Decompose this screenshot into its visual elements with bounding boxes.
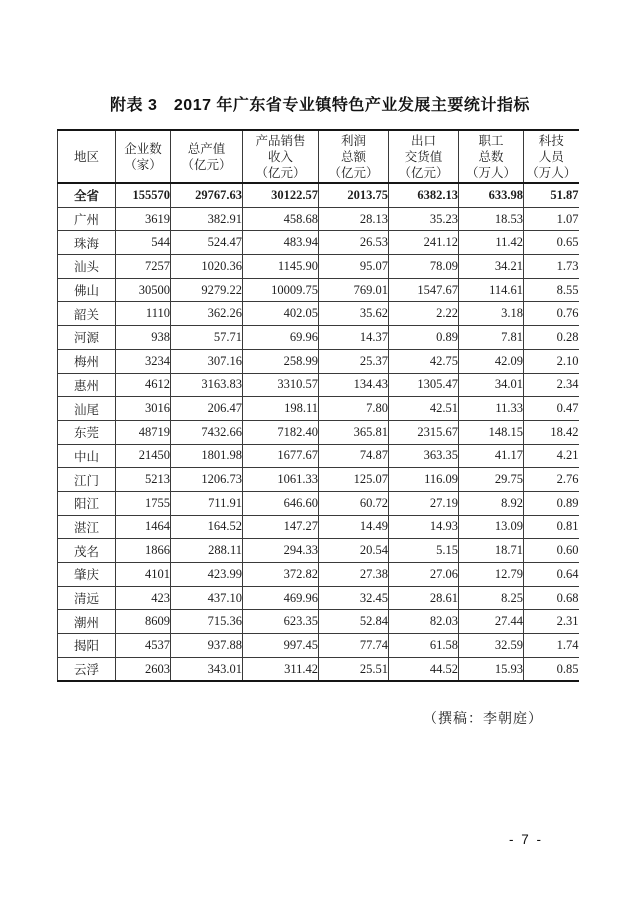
value-cell: 382.91 — [171, 207, 243, 231]
value-cell: 35.62 — [319, 302, 389, 326]
value-cell: 524.47 — [171, 231, 243, 255]
value-cell: 3016 — [116, 397, 171, 421]
table-row — [58, 397, 579, 421]
value-cell: 2603 — [116, 657, 171, 681]
value-cell: 6382.13 — [389, 183, 459, 207]
column-header-gross_output: 总产值 （亿元） — [171, 130, 243, 183]
value-cell: 483.94 — [243, 231, 319, 255]
value-cell: 82.03 — [389, 610, 459, 634]
region-cell: 云浮 — [58, 657, 116, 681]
table-row — [58, 231, 579, 255]
value-cell: 18.42 — [524, 420, 579, 444]
table-row — [58, 634, 579, 658]
value-cell: 1145.90 — [243, 255, 319, 279]
table-row — [58, 539, 579, 563]
value-cell: 362.26 — [171, 302, 243, 326]
value-cell: 1110 — [116, 302, 171, 326]
value-cell: 423.99 — [171, 563, 243, 587]
table-row — [58, 444, 579, 468]
value-cell: 8609 — [116, 610, 171, 634]
value-cell: 29767.63 — [171, 183, 243, 207]
value-cell: 365.81 — [319, 420, 389, 444]
value-cell: 4537 — [116, 634, 171, 658]
region-cell: 揭阳 — [58, 634, 116, 658]
value-cell: 769.01 — [319, 278, 389, 302]
region-cell: 惠州 — [58, 373, 116, 397]
value-cell: 114.61 — [459, 278, 524, 302]
value-cell: 1.74 — [524, 634, 579, 658]
page-number: - 7 - — [508, 832, 543, 847]
value-cell: 646.60 — [243, 491, 319, 515]
value-cell: 1464 — [116, 515, 171, 539]
value-cell: 2.31 — [524, 610, 579, 634]
value-cell: 27.38 — [319, 563, 389, 587]
value-cell: 2.22 — [389, 302, 459, 326]
value-cell: 1305.47 — [389, 373, 459, 397]
value-cell: 25.37 — [319, 349, 389, 373]
value-cell: 4612 — [116, 373, 171, 397]
value-cell: 41.17 — [459, 444, 524, 468]
value-cell: 3234 — [116, 349, 171, 373]
region-cell: 潮州 — [58, 610, 116, 634]
value-cell: 30122.57 — [243, 183, 319, 207]
region-cell: 汕头 — [58, 255, 116, 279]
column-header-region: 地区 — [58, 130, 116, 183]
value-cell: 2.10 — [524, 349, 579, 373]
value-cell: 18.71 — [459, 539, 524, 563]
value-cell: 4101 — [116, 563, 171, 587]
value-cell: 2315.67 — [389, 420, 459, 444]
value-cell: 0.89 — [389, 326, 459, 350]
value-cell: 8.25 — [459, 586, 524, 610]
region-cell: 汕尾 — [58, 397, 116, 421]
value-cell: 14.93 — [389, 515, 459, 539]
value-cell: 69.96 — [243, 326, 319, 350]
value-cell: 633.98 — [459, 183, 524, 207]
value-cell: 458.68 — [243, 207, 319, 231]
value-cell: 57.71 — [171, 326, 243, 350]
value-cell: 258.99 — [243, 349, 319, 373]
value-cell: 12.79 — [459, 563, 524, 587]
value-cell: 4.21 — [524, 444, 579, 468]
value-cell: 2013.75 — [319, 183, 389, 207]
value-cell: 198.11 — [243, 397, 319, 421]
value-cell: 52.84 — [319, 610, 389, 634]
value-cell: 27.06 — [389, 563, 459, 587]
table-row — [58, 657, 579, 681]
value-cell: 0.89 — [524, 491, 579, 515]
column-header-enterprises: 企业数 （家） — [116, 130, 171, 183]
value-cell: 78.09 — [389, 255, 459, 279]
value-cell: 30500 — [116, 278, 171, 302]
value-cell: 14.49 — [319, 515, 389, 539]
value-cell: 7.80 — [319, 397, 389, 421]
value-cell: 42.09 — [459, 349, 524, 373]
value-cell: 372.82 — [243, 563, 319, 587]
table-row — [58, 563, 579, 587]
table-row — [58, 278, 579, 302]
column-header-total_profit: 利润 总额 （亿元） — [319, 130, 389, 183]
value-cell: 34.21 — [459, 255, 524, 279]
value-cell: 402.05 — [243, 302, 319, 326]
value-cell: 11.33 — [459, 397, 524, 421]
table-row — [58, 183, 579, 207]
value-cell: 5.15 — [389, 539, 459, 563]
value-cell: 423 — [116, 586, 171, 610]
value-cell: 1.73 — [524, 255, 579, 279]
value-cell: 7257 — [116, 255, 171, 279]
value-cell: 0.85 — [524, 657, 579, 681]
region-cell: 河源 — [58, 326, 116, 350]
table-row — [58, 326, 579, 350]
region-cell: 全省 — [58, 183, 116, 207]
value-cell: 294.33 — [243, 539, 319, 563]
value-cell: 1547.67 — [389, 278, 459, 302]
column-header-tech_staff: 科技 人员 （万人） — [524, 130, 579, 183]
value-cell: 77.74 — [319, 634, 389, 658]
value-cell: 51.87 — [524, 183, 579, 207]
value-cell: 10009.75 — [243, 278, 319, 302]
value-cell: 241.12 — [389, 231, 459, 255]
column-header-sales_income: 产品销售 收入 （亿元） — [243, 130, 319, 183]
value-cell: 61.58 — [389, 634, 459, 658]
value-cell: 0.47 — [524, 397, 579, 421]
value-cell: 28.61 — [389, 586, 459, 610]
value-cell: 469.96 — [243, 586, 319, 610]
value-cell: 116.09 — [389, 468, 459, 492]
value-cell: 20.54 — [319, 539, 389, 563]
value-cell: 343.01 — [171, 657, 243, 681]
table-row — [58, 610, 579, 634]
region-cell: 肇庆 — [58, 563, 116, 587]
value-cell: 1206.73 — [171, 468, 243, 492]
column-header-export_value: 出口 交货值 （亿元） — [389, 130, 459, 183]
table-row — [58, 586, 579, 610]
table-row — [58, 373, 579, 397]
value-cell: 288.11 — [171, 539, 243, 563]
region-cell: 梅州 — [58, 349, 116, 373]
value-cell: 307.16 — [171, 349, 243, 373]
value-cell: 1801.98 — [171, 444, 243, 468]
value-cell: 0.60 — [524, 539, 579, 563]
value-cell: 147.27 — [243, 515, 319, 539]
region-cell: 茂名 — [58, 539, 116, 563]
value-cell: 3619 — [116, 207, 171, 231]
value-cell: 937.88 — [171, 634, 243, 658]
value-cell: 35.23 — [389, 207, 459, 231]
value-cell: 0.68 — [524, 586, 579, 610]
region-cell: 阳江 — [58, 491, 116, 515]
value-cell: 0.28 — [524, 326, 579, 350]
value-cell: 711.91 — [171, 491, 243, 515]
value-cell: 1020.36 — [171, 255, 243, 279]
region-cell: 广州 — [58, 207, 116, 231]
value-cell: 3310.57 — [243, 373, 319, 397]
table-row — [58, 468, 579, 492]
value-cell: 938 — [116, 326, 171, 350]
region-cell: 东莞 — [58, 420, 116, 444]
value-cell: 0.76 — [524, 302, 579, 326]
region-cell: 清远 — [58, 586, 116, 610]
value-cell: 11.42 — [459, 231, 524, 255]
table-row — [58, 255, 579, 279]
value-cell: 15.93 — [459, 657, 524, 681]
value-cell: 44.52 — [389, 657, 459, 681]
table-row — [58, 515, 579, 539]
value-cell: 715.36 — [171, 610, 243, 634]
value-cell: 2.76 — [524, 468, 579, 492]
value-cell: 42.51 — [389, 397, 459, 421]
table-row — [58, 207, 579, 231]
value-cell: 5213 — [116, 468, 171, 492]
value-cell: 125.07 — [319, 468, 389, 492]
value-cell: 1061.33 — [243, 468, 319, 492]
value-cell: 48719 — [116, 420, 171, 444]
value-cell: 3.18 — [459, 302, 524, 326]
value-cell: 3163.83 — [171, 373, 243, 397]
value-cell: 32.45 — [319, 586, 389, 610]
value-cell: 95.07 — [319, 255, 389, 279]
value-cell: 21450 — [116, 444, 171, 468]
value-cell: 74.87 — [319, 444, 389, 468]
column-header-employees: 职工 总数 （万人） — [459, 130, 524, 183]
statistics-table — [57, 129, 579, 682]
value-cell: 164.52 — [171, 515, 243, 539]
value-cell: 9279.22 — [171, 278, 243, 302]
value-cell: 311.42 — [243, 657, 319, 681]
region-cell: 珠海 — [58, 231, 116, 255]
value-cell: 2.34 — [524, 373, 579, 397]
value-cell: 0.65 — [524, 231, 579, 255]
value-cell: 134.43 — [319, 373, 389, 397]
value-cell: 148.15 — [459, 420, 524, 444]
statistics-table-container — [57, 129, 578, 682]
region-cell: 中山 — [58, 444, 116, 468]
value-cell: 437.10 — [171, 586, 243, 610]
value-cell: 32.59 — [459, 634, 524, 658]
value-cell: 14.37 — [319, 326, 389, 350]
value-cell: 1866 — [116, 539, 171, 563]
value-cell: 7182.40 — [243, 420, 319, 444]
value-cell: 27.19 — [389, 491, 459, 515]
value-cell: 60.72 — [319, 491, 389, 515]
value-cell: 8.55 — [524, 278, 579, 302]
value-cell: 18.53 — [459, 207, 524, 231]
value-cell: 7.81 — [459, 326, 524, 350]
value-cell: 1.07 — [524, 207, 579, 231]
value-cell: 1677.67 — [243, 444, 319, 468]
table-row — [58, 349, 579, 373]
value-cell: 27.44 — [459, 610, 524, 634]
region-cell: 江门 — [58, 468, 116, 492]
value-cell: 155570 — [116, 183, 171, 207]
author-note: （撰稿：李朝庭） — [423, 712, 543, 727]
value-cell: 26.53 — [319, 231, 389, 255]
table-row — [58, 302, 579, 326]
table-row — [58, 420, 579, 444]
value-cell: 0.81 — [524, 515, 579, 539]
value-cell: 34.01 — [459, 373, 524, 397]
value-cell: 1755 — [116, 491, 171, 515]
value-cell: 997.45 — [243, 634, 319, 658]
value-cell: 363.35 — [389, 444, 459, 468]
region-cell: 佛山 — [58, 278, 116, 302]
value-cell: 13.09 — [459, 515, 524, 539]
region-cell: 韶关 — [58, 302, 116, 326]
page-title: 附表 3 2017 年广东省专业镇特色产业发展主要统计指标 — [110, 97, 530, 114]
value-cell: 7432.66 — [171, 420, 243, 444]
value-cell: 0.64 — [524, 563, 579, 587]
header-row — [58, 130, 579, 183]
value-cell: 28.13 — [319, 207, 389, 231]
value-cell: 25.51 — [319, 657, 389, 681]
value-cell: 42.75 — [389, 349, 459, 373]
value-cell: 206.47 — [171, 397, 243, 421]
value-cell: 29.75 — [459, 468, 524, 492]
table-row — [58, 491, 579, 515]
value-cell: 8.92 — [459, 491, 524, 515]
value-cell: 623.35 — [243, 610, 319, 634]
value-cell: 544 — [116, 231, 171, 255]
region-cell: 湛江 — [58, 515, 116, 539]
